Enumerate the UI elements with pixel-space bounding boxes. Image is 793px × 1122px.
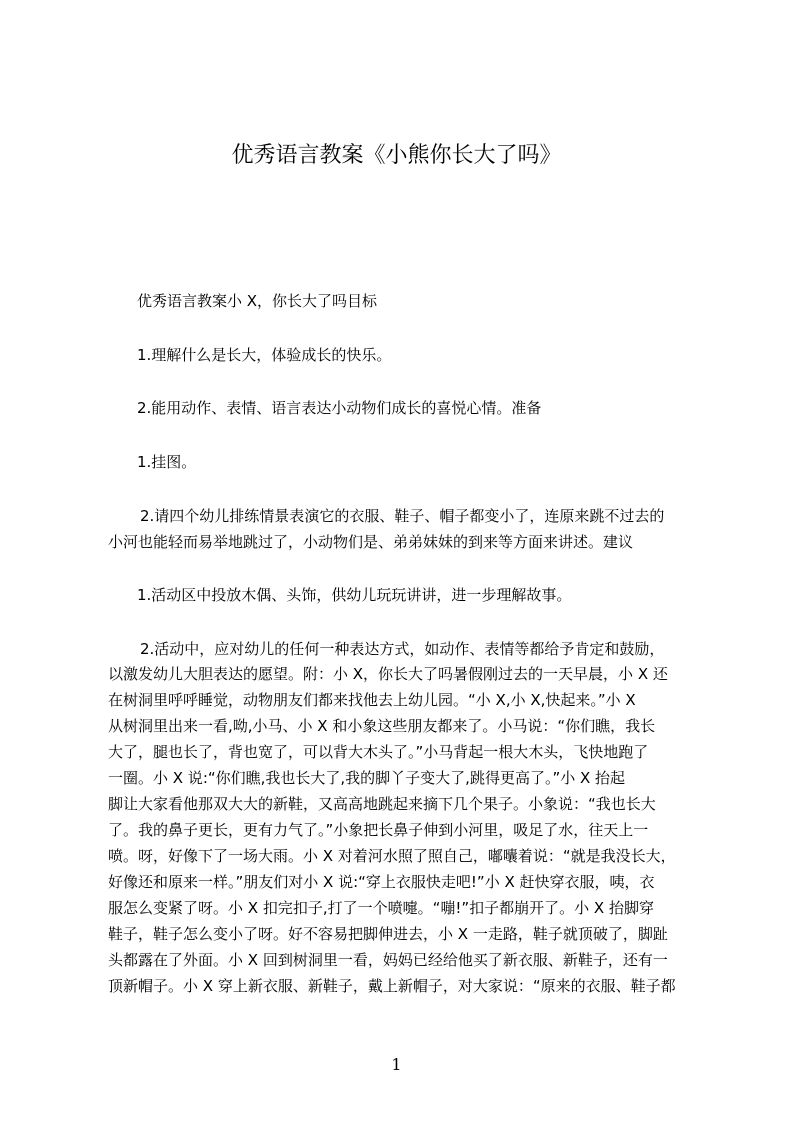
- paragraph-line: 1.活动区中投放木偶、头饰，供幼儿玩玩讲讲，进一步理解故事。: [137, 586, 572, 604]
- paragraph-line: 顶新帽子。小 X 穿上新衣服、新鞋子，戴上新帽子，对大家说：“原来的衣服、鞋子都: [108, 977, 676, 995]
- heading-line: 优秀语言教案小 X，你长大了吗目标: [137, 292, 378, 310]
- paragraph-line: 大了，腿也长了，背也宽了，可以背大木头了。”小马背起一根大木头，飞快地跑了: [108, 743, 649, 761]
- paragraph-line: 喷。呀，好像下了一场大雨。小 X 对着河水照了照自己，嘟囔着说：“就是我没长大，: [108, 847, 676, 865]
- paragraph-line: 2.能用动作、表情、语言表达小动物们成长的喜悦心情。准备: [137, 399, 542, 417]
- paragraph-line: 了。我的鼻子更长，更有力气了。”小象把长鼻子伸到小河里，吸足了水，往天上一: [108, 821, 649, 839]
- paragraph-line: 以激发幼儿大胆表达的愿望。附：小 X，你长大了吗暑假刚过去的一天早晨，小 X 还: [108, 665, 668, 683]
- paragraph-line: 服怎么变紧了呀。小 X 扣完扣子,打了一个喷嚏。“嘣!”扣子都崩开了。小 X 抬脚穿: [108, 899, 654, 917]
- paragraph-line: 鞋子，鞋子怎么变小了呀。好不容易把脚伸进去，小 X 一走路，鞋子就顶破了，脚趾: [108, 925, 668, 943]
- paragraph-line: 2.活动中，应对幼儿的任何一种表达方式，如动作、表情等都给予肯定和鼓励，: [140, 640, 665, 658]
- paragraph-line: 在树洞里呼呼睡觉，动物朋友们都来找他去上幼儿园。“小 X,小 X,快起来。”小 X: [108, 691, 636, 709]
- paragraph-line: 好像还和原来一样。”朋友们对小 X 说:“穿上衣服快走吧!”小 X 赶快穿衣服，咦，衣: [108, 873, 655, 891]
- page-number: 1: [391, 1055, 402, 1074]
- paragraph-line: 1.理解什么是长大，体验成长的快乐。: [137, 346, 392, 364]
- paragraph-line: 小河也能轻而易举地跳过了，小动物们是、弟弟妹妹的到来等方面来讲述。建议: [108, 533, 634, 551]
- paragraph-line: 脚让大家看他那双大大的新鞋，又高高地跳起来摘下几个果子。小象说：“我也长大: [108, 795, 656, 813]
- paragraph-line: 头都露在了外面。小 X 回到树洞里一看，妈妈已经给他买了新衣服、新鞋子，还有一: [108, 951, 668, 969]
- document-title: 优秀语言教案《小熊你长大了吗》: [231, 143, 562, 168]
- paragraph-line: 一圈。小 X 说:“你们瞧,我也长大了,我的脚丫子变大了,跳得更高了。”小 X 抬起: [108, 769, 626, 787]
- paragraph-line: 2.请四个幼儿排练情景表演它的衣服、鞋子、帽子都变小了，连原来跳不过去的: [140, 507, 665, 525]
- paragraph-line: 1.挂图。: [137, 453, 197, 471]
- paragraph-line: 从树洞里出来一看,呦,小马、小 X 和小象这些朋友都来了。小马说：“你们瞧，我长: [108, 717, 656, 735]
